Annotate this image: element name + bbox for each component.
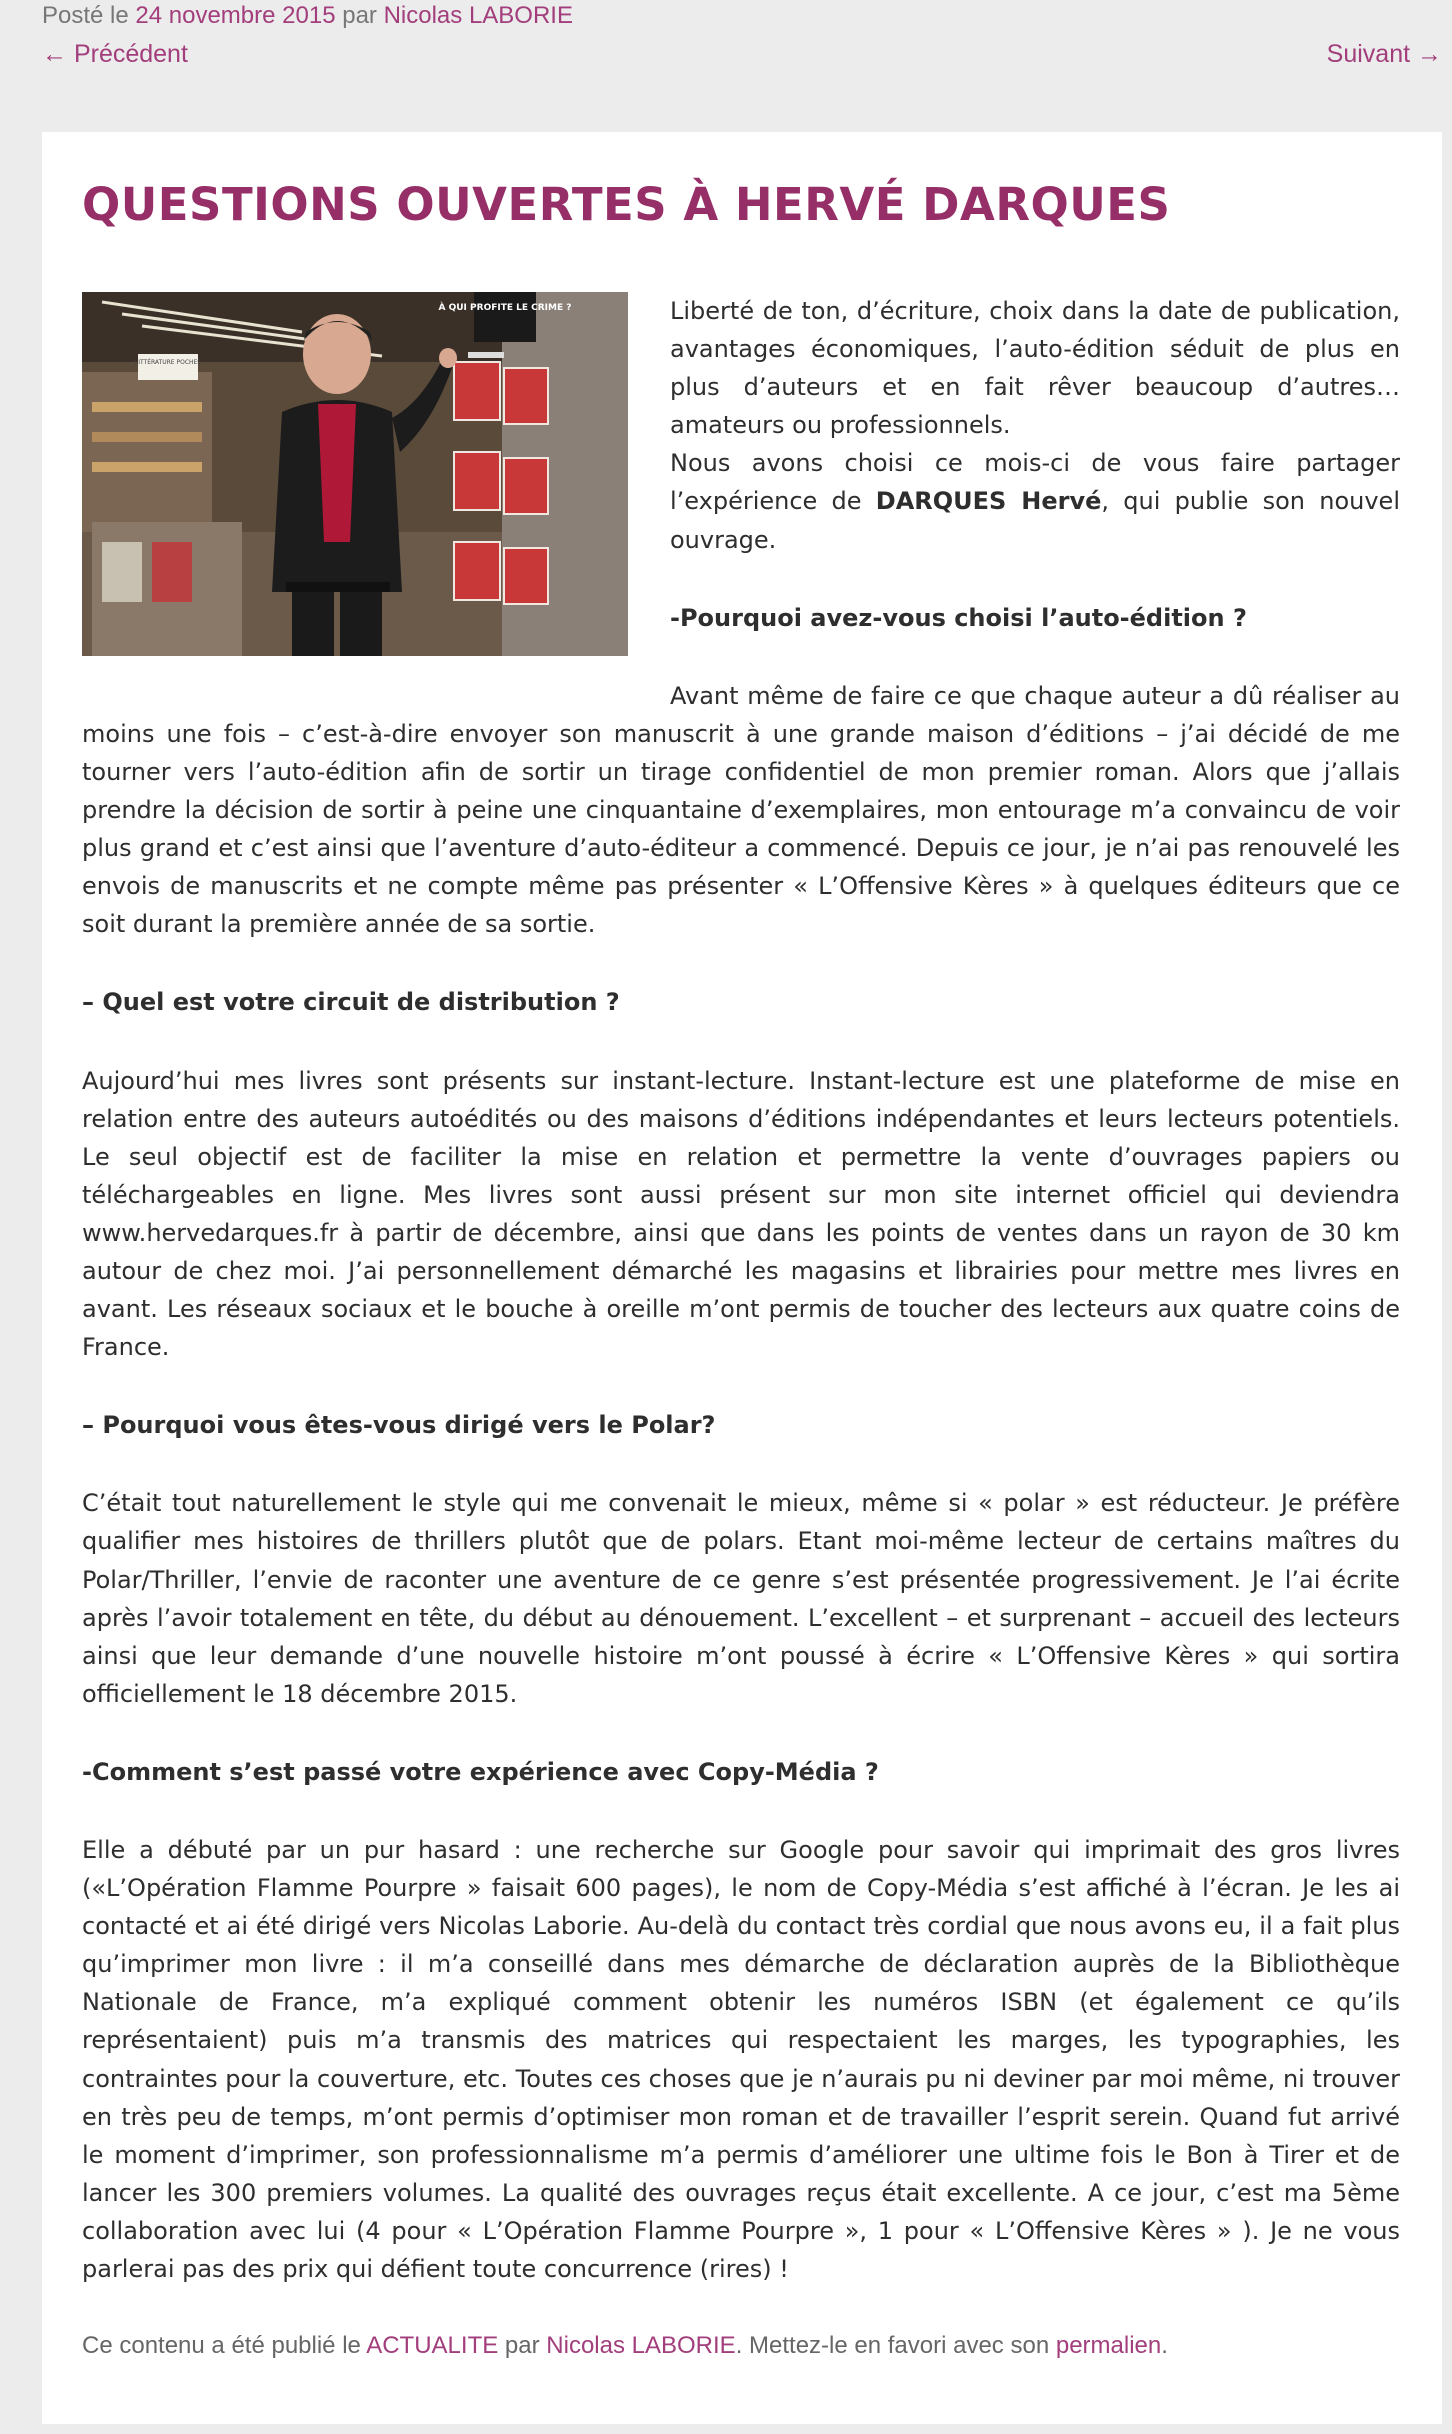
answer-3: C’était tout naturellement le style qui me convenait le mieux, même si « polar » est réducteur. Je préfère qualifier mes histoires de thrillers plutôt que de polars. Etant moi-même lecteur de certains maîtres du Polar/Thriller, l’envie de raconter une aventure de ce genre s’est présentée progressivement. Je l’ai écrite après l’avoir totalement en tête, du début au dénouement. L’excellent – et surprenant – accueil des lecteurs ainsi que leur demande d’une nouvelle histoire m’ont poussé à écrire « L’Offensive Kères » qui sortira officiellement le 18 décembre 2015. — [82, 1489, 1400, 1708]
post-footer — [82, 2332, 1400, 2360]
footer-by: par — [504, 2332, 540, 2359]
question-2: – Quel est votre circuit de distribution ? — [82, 988, 620, 1017]
category-link[interactable]: ACTUALITE — [366, 2332, 499, 2359]
footer-suffix: . — [1161, 2332, 1168, 2359]
previous-post-link[interactable]: ← Précédent — [42, 40, 188, 68]
author-photo — [82, 292, 628, 656]
footer-author-link[interactable]: Nicolas LABORIE — [546, 2332, 736, 2359]
interviewee-name: DARQUES Hervé — [875, 487, 1102, 516]
intro-paragraph-1: Liberté de ton, d’écriture, choix dans la date de publication, avantages économiques, l’auto-édition séduit de plus en plus d’auteurs et en fait rêver beaucoup d’autres… amateurs ou professionnels. — [670, 297, 1400, 440]
posted-by: par — [342, 2, 377, 29]
intro-text-before: Nous avons choisi ce mois-ci de vous faire partager l’expérience de — [670, 449, 1400, 516]
poster-text: À QUI PROFITE LE CRIME ? — [438, 303, 572, 313]
article-title: QUESTIONS OUVERTES À HERVÉ DARQUES — [82, 178, 1171, 231]
permalink-link[interactable]: permalien — [1055, 2332, 1162, 2359]
posted-prefix: Posté le — [42, 2, 129, 29]
author-link[interactable]: Nicolas LABORIE — [383, 2, 573, 29]
answer-1: Avant même de faire ce que chaque auteur a dû réaliser au moins une fois – c’est-à-dire envoyer son manuscrit à une grande maison d’éditions – j’ai décidé de me tourner vers l’auto-édition afin de sortir un tirage confidentiel de mon premier roman. Alors que j’allais prendre la décision de sortir à peine une cinquantaine d’exemplaires, mon entourage m’a convaincu de voir plus grand et c’est ainsi que l’aventure d’auto-éditeur a commencé. Depuis ce jour, je n’ai pas renouvelé les envois de manuscrits et ne compte même pas présenter « L’Offensive Kères » à quelques éditeurs que ce soit durant la première année de sa sortie. — [82, 681, 1400, 939]
intro-text-after: , qui publie son nouvel ouvrage. — [670, 487, 1400, 554]
article-card — [42, 132, 1442, 2424]
shelf-sign-text: LITTÉRATURE POCHES — [134, 359, 202, 366]
question-4: -Comment s’est passé votre expérience avec Copy-Média ? — [82, 1757, 879, 1786]
footer-middle: . Mettez-le en favori avec son — [735, 2332, 1050, 2359]
footer-prefix: Ce contenu a été publié le — [82, 2332, 361, 2359]
article-content — [82, 292, 1400, 2288]
post-meta — [42, 2, 573, 30]
answer-4: Elle a débuté par un pur hasard : une recherche sur Google pour savoir qui imprimait des gros livres («L’Opération Flamme Pourpre » faisait 600 pages), le nom de Copy-Média s’est affiché à l’écran. Je les ai contacté et ai été dirigé vers Nicolas Laborie. Au-delà du contact très cordial que nous avons eu, il a fait plus qu’imprimer mon livre : il m’a conseillé dans mes démarche de déclaration auprès de la Bibliothèque Nationale de France, m’a expliqué comment obtenir les numéros ISBN (et également ce qu’ils représentaient) puis m’a transmis des matrices qui respectaient les marges, les typographies, les contraintes pour la couverture, etc. Toutes ces choses que je n’aurais pu ni deviner par moi même, ni trouver en très peu de temps, m’ont permis d’optimiser mon roman et de travailler l’esprit serein. Quand fut arrivé le moment d’imprimer, son professionnalisme m’a permis d’améliorer une ultime fois le Bon à Tirer et de lancer les 300 premiers volumes. La qualité des ouvrages reçus était excellente. A ce jour, c’est ma 5ème collaboration avec lui (4 pour « L’Opération Flamme Pourpre », 1 pour « L’Offensive Kères » ). Je ne vous parlerai pas des prix qui défient toute concurrence (rires) ! — [82, 1836, 1400, 2284]
answer-2: Aujourd’hui mes livres sont présents sur instant-lecture. Instant-lecture est une plateforme de mise en relation entre des auteurs autoédités ou des maisons d’éditions indépendantes et leurs lecteurs potentiels. Le seul objectif est de faciliter la mise en relation et permettre la vente d’ouvrages papiers ou téléchargeables en ligne. Mes livres sont aussi présent sur mon site internet officiel qui deviendra www.hervedarques.fr à partir de décembre, ainsi que dans les points de ventes dans un rayon de 30 km autour de chez moi. J’ai personnellement démarché les magasins et librairies pour mettre mes livres en avant. Les réseaux sociaux et le bouche à oreille m’ont permis de toucher des lecteurs aux quatre coins de France. — [82, 1066, 1400, 1362]
next-post-link[interactable]: Suivant → — [1326, 40, 1442, 68]
question-1: -Pourquoi avez-vous choisi l’auto-édition ? — [670, 603, 1247, 632]
post-date-link[interactable]: 24 novembre 2015 — [135, 2, 336, 29]
question-3: – Pourquoi vous êtes-vous dirigé vers le Polar? — [82, 1411, 716, 1440]
